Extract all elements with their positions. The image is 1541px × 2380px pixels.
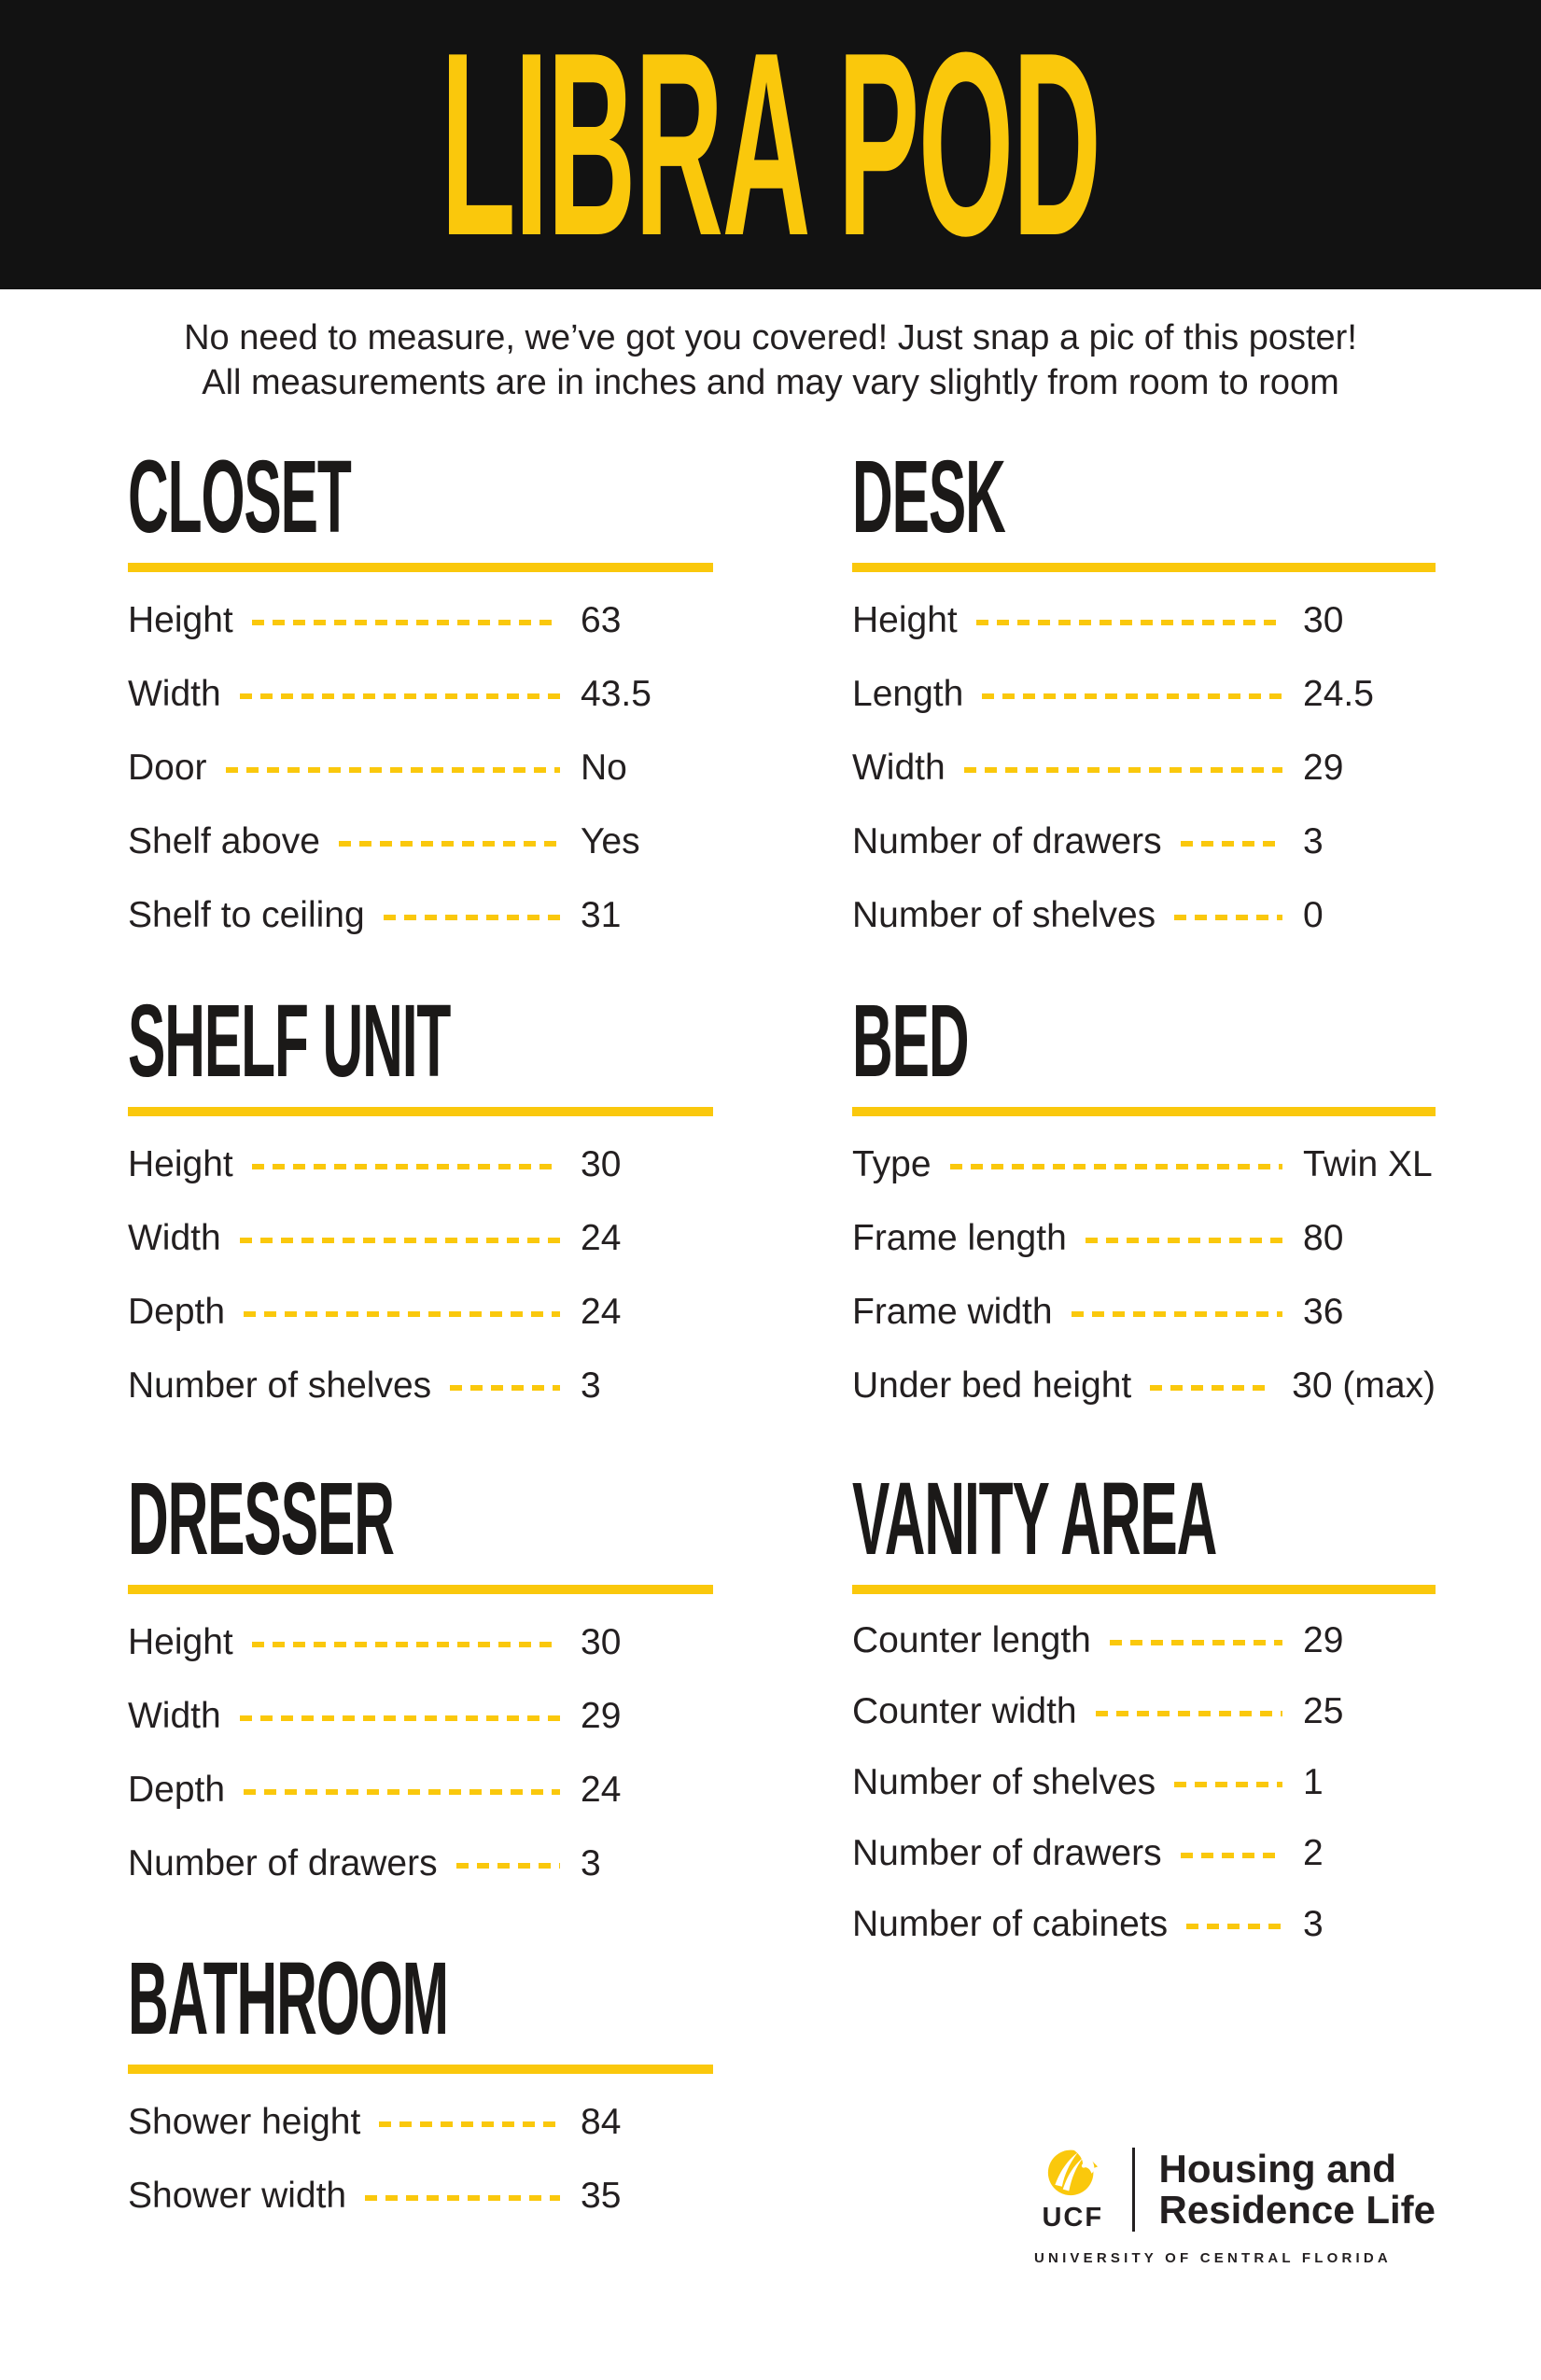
spec-value: 31 bbox=[581, 894, 622, 935]
spec-value: 3 bbox=[1303, 820, 1324, 861]
table-row bbox=[128, 1605, 713, 1679]
spec-label: Width bbox=[128, 1695, 221, 1736]
spec-value: 24 bbox=[581, 1217, 622, 1258]
spec-value: 24 bbox=[581, 1291, 622, 1332]
dotted-leader bbox=[379, 2121, 560, 2127]
spec-label: Height bbox=[128, 599, 233, 640]
subtitle-line-2: All measurements are in inches and may vary slightly from room to room bbox=[202, 363, 1339, 402]
table-row bbox=[852, 805, 1436, 878]
table-row bbox=[128, 1827, 713, 1900]
spec-value: 24.5 bbox=[1303, 673, 1374, 714]
dotted-leader bbox=[244, 1311, 560, 1317]
spec-label: Frame width bbox=[852, 1291, 1053, 1332]
section-title: DRESSER bbox=[128, 1462, 394, 1576]
spec-rows bbox=[852, 1127, 1436, 1422]
dotted-leader bbox=[252, 1164, 560, 1169]
spec-rows bbox=[128, 1605, 713, 1900]
ucf-acronym: UCF bbox=[1042, 2203, 1104, 2233]
section-underline bbox=[128, 563, 713, 572]
dotted-leader bbox=[339, 841, 560, 847]
logo-org-line-2: Residence Life bbox=[1158, 2187, 1436, 2232]
spec-label: Height bbox=[128, 1621, 233, 1662]
dotted-leader bbox=[456, 1863, 560, 1869]
logo-org-line-1: Housing and bbox=[1158, 2146, 1396, 2191]
spec-label: Shelf to ceiling bbox=[128, 894, 365, 935]
university-wordmark: UNIVERSITY OF CENTRAL FLORIDA bbox=[1034, 2250, 1392, 2266]
section-shelf-unit bbox=[128, 984, 713, 1422]
table-row bbox=[852, 1605, 1436, 1676]
ucf-housing-logo bbox=[1034, 2145, 1436, 2266]
table-row bbox=[852, 731, 1436, 805]
subtitle-line-1: No need to measure, we’ve got you covered! Just snap a pic of this poster! bbox=[184, 318, 1357, 357]
dotted-leader bbox=[1174, 915, 1282, 920]
table-row bbox=[128, 1127, 713, 1201]
spec-label: Number of cabinets bbox=[852, 1904, 1169, 1944]
section-dresser bbox=[128, 1462, 713, 1900]
section-underline bbox=[852, 1107, 1436, 1116]
poster-subtitle bbox=[0, 315, 1541, 405]
section-title: CLOSET bbox=[128, 440, 351, 554]
spec-label: Length bbox=[852, 673, 964, 714]
dotted-leader bbox=[950, 1164, 1282, 1169]
section-title: SHELF UNIT bbox=[128, 984, 451, 1099]
spec-value: 3 bbox=[1303, 1904, 1324, 1944]
spec-value: 3 bbox=[581, 1365, 601, 1406]
table-row bbox=[128, 1753, 713, 1827]
logo-lockup bbox=[1034, 2145, 1436, 2233]
logo-divider bbox=[1132, 2148, 1135, 2232]
section-bathroom bbox=[128, 1941, 713, 2233]
spec-value: 36 bbox=[1303, 1291, 1344, 1332]
section-desk bbox=[852, 440, 1436, 952]
spec-value: 1 bbox=[1303, 1762, 1324, 1802]
spec-label: Number of drawers bbox=[852, 820, 1162, 861]
table-row bbox=[852, 1349, 1436, 1422]
table-row bbox=[128, 1679, 713, 1753]
spec-rows bbox=[852, 583, 1436, 952]
spec-label: Shower width bbox=[128, 2175, 347, 2216]
spec-label: Width bbox=[852, 747, 946, 788]
section-underline bbox=[128, 1107, 713, 1116]
logo-org-name bbox=[1158, 2146, 1436, 2232]
spec-value: 24 bbox=[581, 1769, 622, 1810]
spec-label: Counter length bbox=[852, 1620, 1091, 1660]
spec-rows bbox=[128, 2085, 713, 2233]
poster-title: LIBRA POD bbox=[441, 0, 1100, 290]
dotted-leader bbox=[1181, 1853, 1282, 1858]
dotted-leader bbox=[240, 1238, 560, 1243]
table-row bbox=[128, 1349, 713, 1422]
dotted-leader bbox=[1072, 1311, 1282, 1317]
spec-value: 80 bbox=[1303, 1217, 1344, 1258]
spec-label: Number of shelves bbox=[852, 1762, 1156, 1802]
dotted-leader bbox=[252, 620, 560, 625]
dotted-leader bbox=[1174, 1782, 1282, 1787]
spec-label: Under bed height bbox=[852, 1365, 1132, 1406]
dotted-leader bbox=[240, 693, 560, 699]
spec-value: 25 bbox=[1303, 1691, 1344, 1731]
dotted-leader bbox=[1096, 1711, 1282, 1716]
table-row bbox=[852, 1201, 1436, 1275]
section-underline bbox=[852, 563, 1436, 572]
spec-value: 30 bbox=[581, 1621, 622, 1662]
spec-label: Frame length bbox=[852, 1217, 1067, 1258]
section-bed bbox=[852, 984, 1436, 1422]
dotted-leader bbox=[964, 767, 1282, 773]
table-row bbox=[128, 2085, 713, 2159]
dotted-leader bbox=[1110, 1640, 1282, 1645]
table-row bbox=[852, 583, 1436, 657]
spec-value: 2 bbox=[1303, 1833, 1324, 1873]
table-row bbox=[852, 1676, 1436, 1747]
spec-value: 84 bbox=[581, 2101, 622, 2142]
dotted-leader bbox=[1086, 1238, 1282, 1243]
section-title: BATHROOM bbox=[128, 1941, 448, 2056]
section-title: BED bbox=[852, 984, 969, 1099]
spec-label: Number of shelves bbox=[852, 894, 1156, 935]
spec-rows bbox=[128, 1127, 713, 1422]
dotted-leader bbox=[226, 767, 560, 773]
spec-label: Door bbox=[128, 747, 207, 788]
section-underline bbox=[128, 2065, 713, 2074]
dotted-leader bbox=[1150, 1385, 1271, 1391]
dotted-leader bbox=[450, 1385, 560, 1391]
spec-label: Counter width bbox=[852, 1691, 1077, 1731]
spec-label: Depth bbox=[128, 1291, 226, 1332]
spec-value: 29 bbox=[581, 1695, 622, 1736]
spec-value: 0 bbox=[1303, 894, 1324, 935]
ucf-pegasus-icon bbox=[1046, 2145, 1099, 2197]
table-row bbox=[128, 1201, 713, 1275]
spec-value: 29 bbox=[1303, 747, 1344, 788]
spec-value: No bbox=[581, 747, 627, 788]
dotted-leader bbox=[244, 1789, 560, 1795]
spec-value: 43.5 bbox=[581, 673, 651, 714]
table-row bbox=[852, 1889, 1436, 1960]
table-row bbox=[128, 805, 713, 878]
spec-label: Shelf above bbox=[128, 820, 320, 861]
spec-value: 30 bbox=[1303, 599, 1344, 640]
dotted-leader bbox=[1181, 841, 1282, 847]
spec-label: Height bbox=[852, 599, 958, 640]
table-row bbox=[128, 878, 713, 952]
spec-label: Height bbox=[128, 1143, 233, 1184]
section-underline bbox=[128, 1585, 713, 1594]
spec-value: 30 bbox=[581, 1143, 622, 1184]
section-vanity-area bbox=[852, 1462, 1436, 1960]
section-underline bbox=[852, 1585, 1436, 1594]
dotted-leader bbox=[976, 620, 1282, 625]
spec-label: Number of drawers bbox=[128, 1842, 438, 1883]
dotted-leader bbox=[384, 915, 560, 920]
spec-value: 63 bbox=[581, 599, 622, 640]
table-row bbox=[852, 1275, 1436, 1349]
dotted-leader bbox=[252, 1642, 560, 1647]
spec-value: Yes bbox=[581, 820, 640, 861]
spec-label: Type bbox=[852, 1143, 932, 1184]
spec-value: 29 bbox=[1303, 1620, 1344, 1660]
spec-label: Width bbox=[128, 673, 221, 714]
spec-label: Depth bbox=[128, 1769, 226, 1810]
dotted-leader bbox=[240, 1715, 560, 1721]
dotted-leader bbox=[365, 2195, 560, 2201]
table-row bbox=[128, 2159, 713, 2233]
spec-rows bbox=[852, 1605, 1436, 1960]
section-title: VANITY AREA bbox=[852, 1462, 1217, 1576]
dotted-leader bbox=[1186, 1924, 1282, 1929]
spec-value: Twin XL bbox=[1303, 1143, 1433, 1184]
section-title: DESK bbox=[852, 440, 1005, 554]
spec-value: 3 bbox=[581, 1842, 601, 1883]
table-row bbox=[852, 1747, 1436, 1818]
section-closet bbox=[128, 440, 713, 952]
logo-mark bbox=[1034, 2145, 1112, 2233]
table-row bbox=[128, 1275, 713, 1349]
dotted-leader bbox=[982, 693, 1282, 699]
spec-value: 30 (max) bbox=[1292, 1365, 1436, 1406]
table-row bbox=[852, 878, 1436, 952]
table-row bbox=[852, 1127, 1436, 1201]
poster-header bbox=[0, 0, 1541, 289]
table-row bbox=[852, 1818, 1436, 1889]
table-row bbox=[128, 731, 713, 805]
spec-label: Width bbox=[128, 1217, 221, 1258]
spec-label: Shower height bbox=[128, 2101, 361, 2142]
spec-rows bbox=[128, 583, 713, 952]
spec-label: Number of shelves bbox=[128, 1365, 432, 1406]
spec-value: 35 bbox=[581, 2175, 622, 2216]
table-row bbox=[128, 657, 713, 731]
table-row bbox=[128, 583, 713, 657]
spec-label: Number of drawers bbox=[852, 1833, 1162, 1873]
table-row bbox=[852, 657, 1436, 731]
